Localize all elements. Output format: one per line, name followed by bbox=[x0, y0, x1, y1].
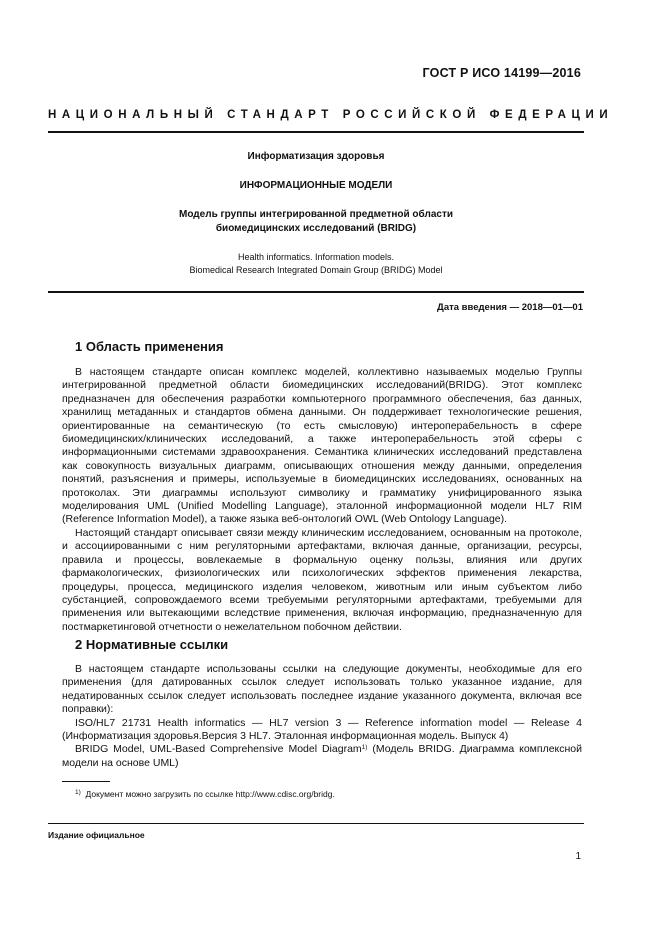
footnote bbox=[75, 789, 335, 799]
section-2-body bbox=[62, 663, 582, 770]
standard-number: ГОСТ Р ИСО 14199—2016 bbox=[422, 66, 581, 80]
section-1-heading: 1 Область применения bbox=[75, 339, 224, 354]
title-subtitle-line2: биомедицинских исследований (BRIDG) bbox=[215, 223, 417, 234]
bridg-reference-translation: (Модель BRIDG. Диаграмма комплексной модели на основе UML) bbox=[62, 743, 583, 769]
title-english-line1: Health informatics. Information models. bbox=[237, 252, 395, 262]
section-2-paragraph-3 bbox=[62, 743, 582, 770]
title-series: Информатизация здоровья bbox=[247, 151, 385, 162]
footnote-text: Документ можно загрузить по ссылке http://www.cdisc.org/bridg. bbox=[85, 789, 335, 799]
section-2-heading: 2 Нормативные ссылки bbox=[75, 637, 229, 652]
footer-divider bbox=[48, 823, 584, 824]
header-divider bbox=[48, 131, 584, 133]
section-2-paragraph-1: В настоящем стандарте использованы ссылки на следующие документы, необходимые для его применения (для датированных ссылок следует использовать только указанное издание, для недатированных ссылок следует использовать последнее издание указанного документа, включая все поправки): bbox=[62, 663, 582, 716]
section-1-body bbox=[62, 366, 582, 634]
introduction-date: Дата введения — 2018—01—01 bbox=[437, 302, 583, 313]
edition-label: Издание официальное bbox=[48, 830, 145, 840]
section-1-paragraph-2: Настоящий стандарт описывает связи между клиническим исследованием, основанным на протоколе, и ассоциированными с ним регуляторными артефактами, включая данные, организации, ресурсы, правила и процессы, вовлекаемые в формальную оценку пользы, влияния или других фармакологических, физиологических или психологических эффектов применения лекарства, процедуры, процесса, медицинского изделия человеком, животным или иным субъектом либо субстанцией, сопровождаемого всеми требуемыми регуляторными артефактами, требуемыми для применения или вытекающими вследствие применения, включая информацию, предназначенную для постмаркетинговой отчетности о нежелательном побочном действии. bbox=[62, 526, 582, 633]
title-subtitle-line1: Модель группы интегрированной предметной области bbox=[179, 209, 453, 220]
national-standard-banner: НАЦИОНАЛЬНЫЙ СТАНДАРТ РОССИЙСКОЙ ФЕДЕРАЦИИ bbox=[48, 109, 614, 121]
title-english bbox=[48, 251, 584, 277]
title-main: ИНФОРМАЦИОННЫЕ МОДЕЛИ bbox=[239, 180, 393, 191]
bridg-reference-title: BRIDG Model, UML-Based Comprehensive Model Diagram bbox=[75, 743, 362, 756]
footnote-mark: 1) bbox=[75, 789, 81, 796]
title-subtitle bbox=[48, 208, 584, 236]
title-divider bbox=[48, 291, 584, 293]
title-english-line2: Biomedical Research Integrated Domain Group (BRIDG) Model bbox=[189, 265, 443, 275]
page-number: 1 bbox=[575, 851, 581, 862]
footnote-divider bbox=[62, 781, 110, 782]
section-1-paragraph-1: В настоящем стандарте описан комплекс моделей, коллективно называемых моделью Группы интегрированной предметной области биомедицинских исследований(BRIDG). Этот комплекс предназначен для обеспечения разработки компьютерного программного обеспечения, баз данных, хранилищ метаданных и стандартов обмена данными. Он поддерживает технологические решения, ориентированные на семантическую (то есть смысловую) интероперабельность в сфере биомедицинских/клинических исследований, а также интероперабельность этой сферы с информационными системами здравоохранения. Семантика клинических исследований представлена как совокупность визуальных диаграмм, описывающих отношения между данными, определения понятий, разъяснения и примеры, используемые в биомедицинских исследованиях, основанных на протоколах. Эти диаграммы используют символику и грамматику унифицированного языка моделирования UML (Unified Modelling Language), эталонной информационной модели HL7 RIM (Reference Information Model), а также языка веб-онтологий OWL (Web Ontology Language). bbox=[62, 366, 582, 526]
section-2-paragraph-2: ISO/HL7 21731 Health informatics — HL7 version 3 — Reference information model — Release 4 (Информатизация здоровья.Версия 3 HL7. Эталонная информационная модель. Выпуск 4) bbox=[62, 716, 582, 743]
footnote-reference: 1) bbox=[361, 744, 368, 752]
